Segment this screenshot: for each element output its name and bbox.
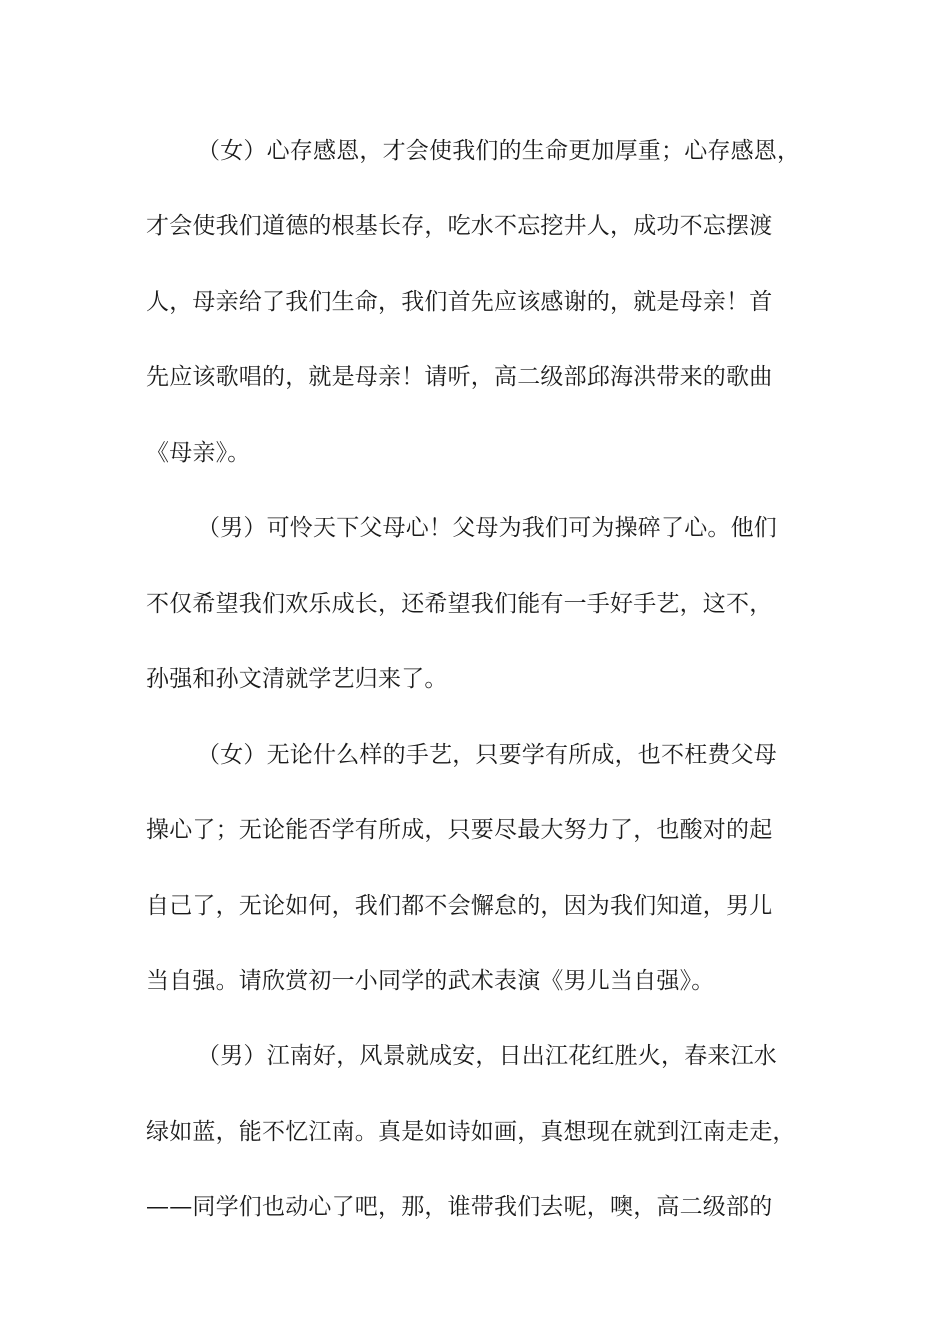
paragraph-2-line-2: 不仅希望我们欢乐成长，还希望我们能有一手好手艺，这不， (146, 591, 773, 617)
paragraph-4-line-3: ——同学们也动心了吧，那，谁带我们去呢，噢，高二级部的 (146, 1194, 773, 1220)
paragraph-1-line-4: 先应该歌唱的，就是母亲！请听，高二级部邱海洪带来的歌曲 (146, 364, 773, 390)
paragraph-3-line-4: 当自强。请欣赏初一小同学的武术表演《男儿当自强》。 (146, 968, 715, 994)
paragraph-1-line-1: （女）心存感恩，才会使我们的生命更加厚重；心存感恩， (197, 138, 801, 164)
paragraph-2-line-1: （男）可怜天下父母心！父母为我们可为操碎了心。他们 (197, 515, 777, 541)
paragraph-4-line-2: 绿如蓝，能不忆江南。真是如诗如画，真想现在就到江南走走， (146, 1119, 796, 1145)
paragraph-4-line-1: （男）江南好，风景就成安，日出江花红胜火，春来江水 (197, 1043, 777, 1069)
paragraph-3-line-1: （女）无论什么样的手艺，只要学有所成，也不枉费父母 (197, 742, 777, 768)
paragraph-1-line-5: 《母亲》。 (146, 440, 251, 466)
paragraph-3-line-3: 自己了，无论如何，我们都不会懈怠的，因为我们知道，男儿 (146, 893, 773, 919)
paragraph-2-line-3: 孙强和孙文清就学艺归来了。 (146, 666, 448, 692)
paragraph-1-line-3: 人，母亲给了我们生命，我们首先应该感谢的，就是母亲！首 (146, 289, 773, 315)
paragraph-1-line-2: 才会使我们道德的根基长存，吃水不忘挖井人，成功不忘摆渡 (146, 213, 773, 239)
paragraph-3-line-2: 操心了；无论能否学有所成，只要尽最大努力了，也酸对的起 (146, 817, 773, 843)
